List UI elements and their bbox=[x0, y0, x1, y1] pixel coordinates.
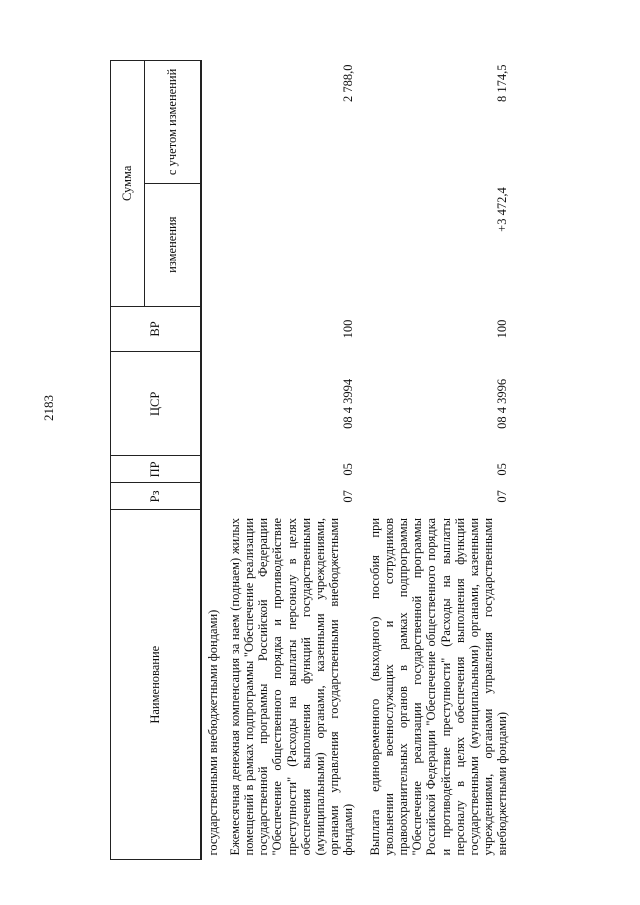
row-with-change bbox=[201, 61, 226, 184]
row-name: Ежемесячная денежная компенсация за наем (поднаем) жилых помещений в рамках подпрограммы "Обеспечение реализации государственной программы Российской Федерации "Обеспечение общественного порядка и противодействие преступности" (Расходы на выплаты персоналу в целях обеспечения выполнения функций государственными (муниципальными) органами, казенными учреждениями, органами управления государственными внебюджетными фондами) bbox=[227, 517, 356, 856]
row-with-change: 8 174,5 bbox=[495, 64, 510, 102]
header-with-change: с учетом изменений bbox=[145, 61, 201, 184]
header-change: изменения bbox=[145, 183, 201, 306]
budget-table bbox=[110, 60, 520, 860]
table-row bbox=[366, 61, 520, 860]
row-vr: 100 bbox=[341, 319, 356, 339]
budget-table-sheet bbox=[110, 60, 590, 860]
row-name: Выплата единовременного (выходного) пособия при увольнении военнослужащих и сотрудников правоохранительных органов в рамках подпрограммы "Обеспечение реализации государственной программы Российской Федерации "Обеспечение общественного порядка и противодействие преступности" (Расходы на выплаты персоналу в целях обеспечения выполнения функций государственными (муниципальными) органами, казенными учреждениями, органами управления государственными внебюджетными фондами) bbox=[367, 517, 510, 856]
row-change bbox=[226, 183, 366, 306]
table-header bbox=[111, 61, 201, 860]
row-csr: 08 4 3996 bbox=[495, 378, 510, 429]
row-with-change: 2 788,0 bbox=[341, 64, 356, 102]
row-rz: 07 bbox=[495, 490, 510, 503]
row-pr: 05 bbox=[495, 463, 510, 476]
row-csr bbox=[201, 352, 226, 456]
row-vr: 100 bbox=[495, 319, 510, 339]
row-name: государственными внебюджетными фондами) bbox=[205, 609, 220, 856]
row-pr: 05 bbox=[341, 463, 356, 476]
header-vr: ВР bbox=[111, 306, 201, 352]
header-pr: ПР bbox=[111, 456, 201, 483]
row-vr bbox=[201, 306, 226, 352]
header-rz: Рз bbox=[111, 483, 201, 510]
page-number: 2183 bbox=[41, 395, 56, 421]
row-pr bbox=[201, 456, 226, 483]
header-name: Наименование bbox=[111, 510, 201, 860]
row-csr: 08 4 3994 bbox=[341, 378, 356, 429]
header-csr: ЦСР bbox=[111, 352, 201, 456]
table-row bbox=[226, 61, 366, 860]
table-row bbox=[201, 61, 226, 860]
row-rz bbox=[201, 483, 226, 510]
row-change bbox=[201, 183, 226, 306]
row-change: +3 472,4 bbox=[495, 187, 510, 232]
row-rz: 07 bbox=[341, 490, 356, 503]
header-sum: Сумма bbox=[111, 61, 145, 307]
